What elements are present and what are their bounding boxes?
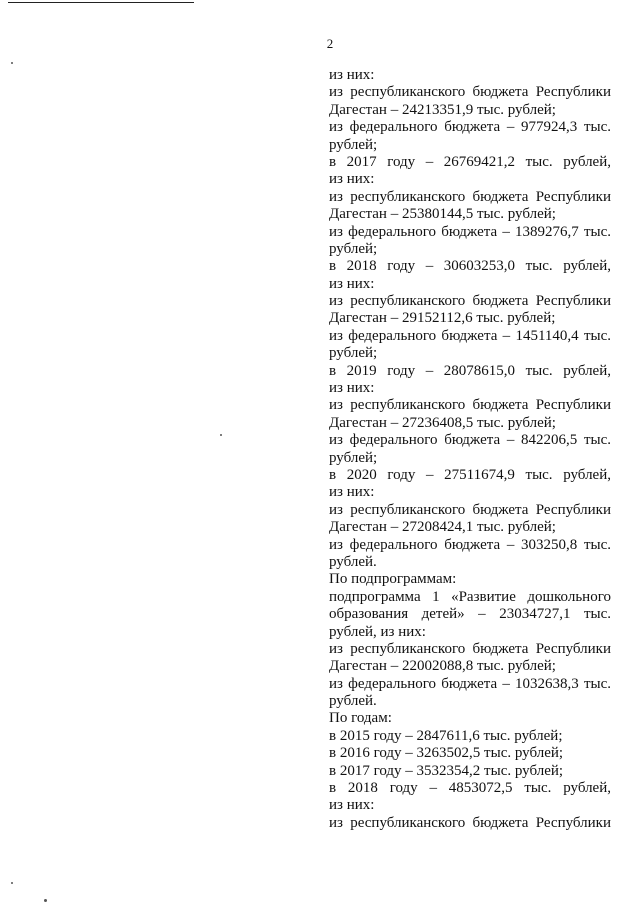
- scan-speck: [44, 899, 47, 902]
- text-line: Дагестан – 27236408,5 тыс. рублей;: [329, 414, 556, 431]
- text-line: из республиканского бюджета Республики: [329, 501, 611, 518]
- text-line: рублей, из них:: [329, 623, 426, 640]
- text-line: рублей;: [329, 449, 378, 466]
- text-line: в 2018 году – 30603253,0 тыс. рублей,: [329, 258, 611, 275]
- text-line: Дагестан – 29152112,6 тыс. рублей;: [329, 310, 556, 327]
- text-line: из республиканского бюджета Республики: [329, 188, 611, 205]
- text-line: в 2018 году – 4853072,5 тыс. рублей,: [329, 780, 611, 797]
- text-line: в 2017 году – 26769421,2 тыс. рублей,: [329, 153, 611, 170]
- text-line: Дагестан – 25380144,5 тыс. рублей;: [329, 206, 556, 223]
- text-line: рублей;: [329, 136, 378, 153]
- text-line: из республиканского бюджета Республики: [329, 640, 611, 657]
- text-line: из федерального бюджета – 303250,8 тыс.: [329, 536, 611, 553]
- text-line: из республиканского бюджета Республики: [329, 84, 611, 101]
- text-line: подпрограмма 1 «Развитие дошкольного: [329, 588, 611, 605]
- page-number: 2: [326, 36, 334, 51]
- text-line: По подпрограммам:: [329, 571, 457, 588]
- text-line: Дагестан – 22002088,8 тыс. рублей;: [329, 658, 556, 675]
- text-line: из них:: [329, 484, 375, 501]
- text-line: из федерального бюджета – 977924,3 тыс.: [329, 119, 611, 136]
- text-line: из них:: [329, 797, 375, 814]
- text-line: рублей;: [329, 240, 378, 257]
- text-line: Дагестан – 24213351,9 тыс. рублей;: [329, 101, 556, 118]
- scan-speck: [11, 882, 13, 884]
- text-line: в 2020 году – 27511674,9 тыс. рублей,: [329, 466, 611, 483]
- text-line: из них:: [329, 380, 375, 397]
- text-line: из федерального бюджета – 1451140,4 тыс.: [329, 327, 611, 344]
- text-line: из федерального бюджета – 1389276,7 тыс.: [329, 223, 611, 240]
- document-body: [329, 67, 611, 832]
- text-line: образования детей» – 23034727,1 тыс.: [329, 606, 611, 623]
- scan-speck: [11, 62, 13, 64]
- text-line: По годам:: [329, 710, 392, 727]
- text-line: из республиканского бюджета Республики: [329, 293, 611, 310]
- text-line: из них:: [329, 67, 375, 83]
- text-line: из них:: [329, 171, 375, 188]
- scan-speck: [220, 434, 222, 436]
- text-line: в 2019 году – 28078615,0 тыс. рублей,: [329, 362, 611, 379]
- scan-top-rule: [8, 2, 194, 3]
- text-line: из федерального бюджета – 1032638,3 тыс.: [329, 675, 611, 692]
- text-line: рублей.: [329, 693, 377, 710]
- text-line: Дагестан – 27208424,1 тыс. рублей;: [329, 519, 556, 536]
- text-line: рублей;: [329, 345, 378, 362]
- text-line: рублей.: [329, 553, 377, 570]
- text-line: из федерального бюджета – 842206,5 тыс.: [329, 432, 611, 449]
- text-line: в 2016 году – 3263502,5 тыс. рублей;: [329, 745, 564, 762]
- text-line: из республиканского бюджета Республики: [329, 397, 611, 414]
- text-line: из них:: [329, 275, 375, 292]
- text-line: из республиканского бюджета Республики: [329, 814, 611, 831]
- text-line: в 2017 году – 3532354,2 тыс. рублей;: [329, 762, 564, 779]
- text-line: в 2015 году – 2847611,6 тыс. рублей;: [329, 727, 563, 744]
